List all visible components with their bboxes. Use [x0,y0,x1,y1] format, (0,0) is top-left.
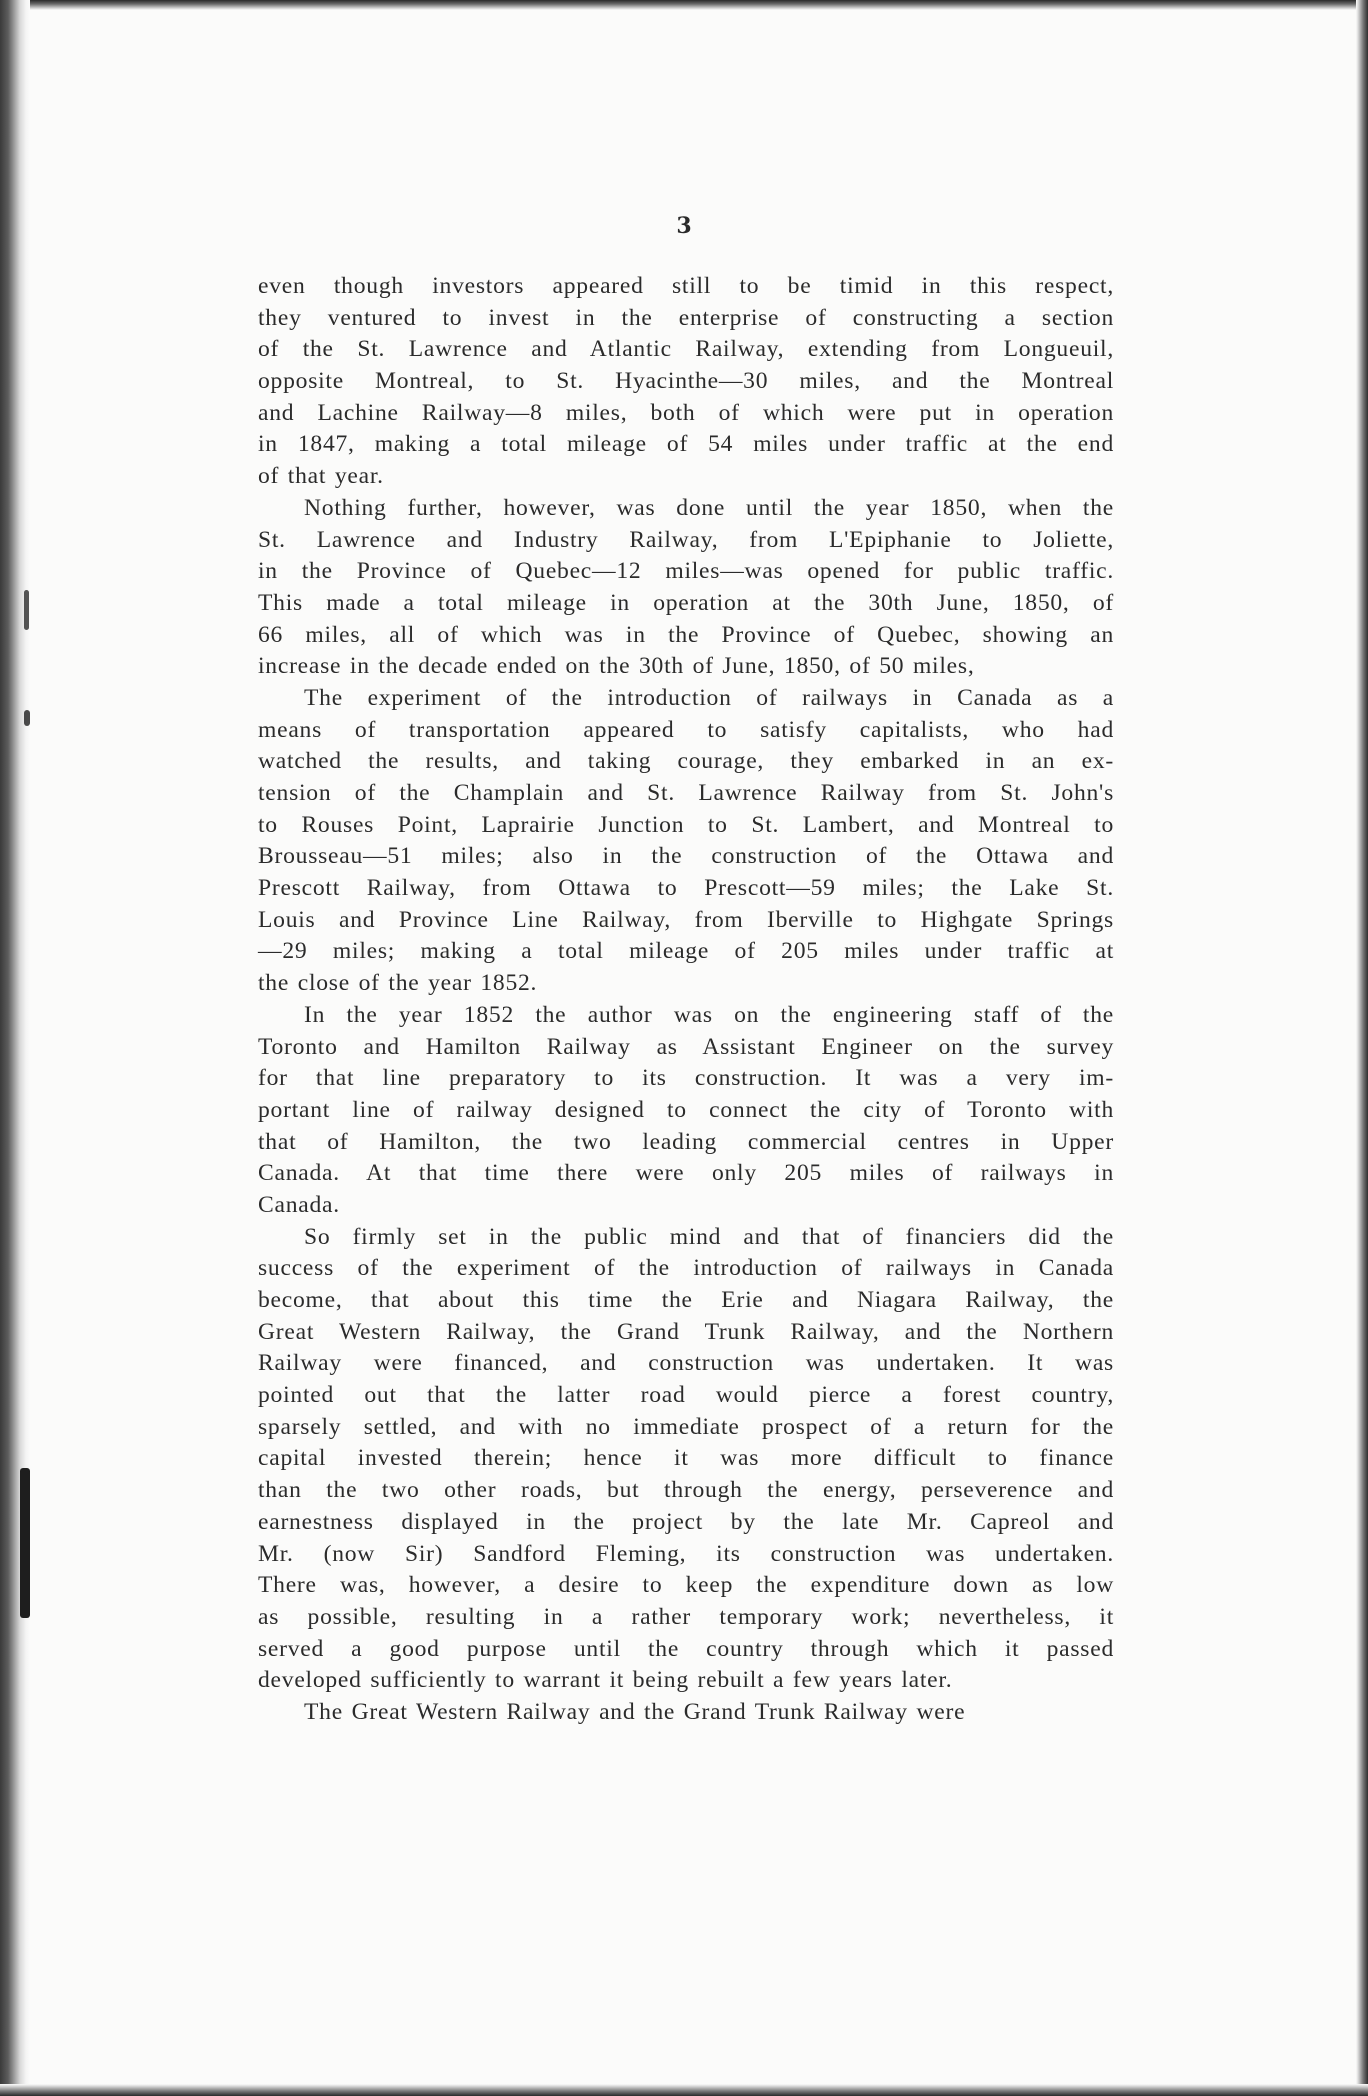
text-line: Brousseau—51 miles; also in the construction of the Ottawa and [258,843,1114,870]
text-line: as possible, resulting in a rather temporary work; nevertheless, it [258,1603,1114,1630]
text-line: So firmly set in the public mind and that of financiers did the [304,1223,1114,1250]
book-binding-edge [0,0,30,2096]
scan-border-right [1356,0,1368,2096]
text-line: In the year 1852 the author was on the engineering staff of the [304,1001,1114,1028]
text-line: Louis and Province Line Railway, from Iberville to Highgate Springs [258,906,1114,933]
binding-clip [20,1468,30,1618]
text-line: 66 miles, all of which was in the Province of Quebec, showing an [258,621,1114,648]
text-line: of the St. Lawrence and Atlantic Railway, extending from Longueuil, [258,336,1114,363]
text-line: means of transportation appeared to satisfy capitalists, who had [258,716,1114,743]
text-line: Prescott Railway, from Ottawa to Prescott—59 miles; the Lake St. [258,875,1114,902]
binding-mark [24,710,30,726]
paragraph [258,1222,1114,1697]
text-line: sparsely settled, and with no immediate prospect of a return for the [258,1413,1114,1440]
text-line: opposite Montreal, to St. Hyacinthe—30 miles, and the Montreal [258,368,1114,395]
text-line: Canada. [258,1191,340,1218]
text-line: earnestness displayed in the project by the late Mr. Capreol and [258,1508,1114,1535]
text-line: Mr. (now Sir) Sandford Fleming, its construction was undertaken. [258,1540,1114,1567]
text-line: capital invested therein; hence it was more difficult to finance [258,1445,1114,1472]
text-line: they ventured to invest in the enterprise of constructing a section [258,304,1114,331]
text-line: than the two other roads, but through the energy, perseverence and [258,1477,1114,1504]
text-line: Great Western Railway, the Grand Trunk Railway, and the Northern [258,1318,1114,1345]
body-text [258,271,1114,1729]
text-line: become, that about this time the Erie and Niagara Railway, the [258,1287,1114,1313]
text-line: The Great Western Railway and the Grand Trunk Railway were [304,1698,966,1725]
text-line: of that year. [258,463,384,490]
text-line: increase in the decade ended on the 30th of June, 1850, of 50 miles, [258,653,975,680]
text-line: —29 miles; making a total mileage of 205 miles under traffic at [258,938,1114,965]
page-number: 3 [676,213,692,239]
paragraph [258,271,1114,493]
text-line: in 1847, making a total mileage of 54 miles under traffic at the end [258,431,1114,458]
text-line: to Rouses Point, Laprairie Junction to St. Lambert, and Montreal to [258,811,1114,838]
text-line: The experiment of the introduction of railways in Canada as a [304,684,1114,711]
scan-border-top [0,0,1368,10]
text-line: pointed out that the latter road would pierce a forest country, [258,1382,1114,1409]
paragraph [258,683,1114,1000]
text-line: portant line of railway designed to connect the city of Toronto with [258,1096,1114,1123]
text-line: served a good purpose until the country through which it passed [258,1635,1114,1662]
text-line: Toronto and Hamilton Railway as Assistant Engineer on the survey [258,1033,1114,1060]
text-line: success of the experiment of the introduction of railways in Canada [258,1255,1114,1282]
text-line: Railway were financed, and construction was undertaken. It was [258,1350,1114,1377]
text-line: even though investors appeared still to be timid in this respect, [258,273,1114,299]
text-line: for that line preparatory to its construction. It was a very im- [258,1065,1114,1092]
text-line: There was, however, a desire to keep the expenditure down as low [258,1572,1114,1599]
text-line: developed sufficiently to warrant it being rebuilt a few years later. [258,1667,953,1694]
text-line: St. Lawrence and Industry Railway, from L'Epiphanie to Joliette, [258,526,1114,553]
paragraph [258,1000,1114,1222]
binding-mark [24,590,29,630]
text-line: the close of the year 1852. [258,970,538,997]
text-line: Canada. At that time there were only 205 miles of railways in [258,1160,1114,1187]
text-line: and Lachine Railway—8 miles, both of which were put in operation [258,399,1114,426]
paragraph [258,493,1114,683]
text-line: that of Hamilton, the two leading commercial centres in Upper [258,1128,1114,1155]
paragraph [258,1697,1114,1729]
text-line: This made a total mileage in operation at the 30th June, 1850, of [258,589,1114,616]
text-line: in the Province of Quebec—12 miles—was opened for public traffic. [258,558,1114,585]
text-line: tension of the Champlain and St. Lawrence Railway from St. John's [258,780,1114,806]
text-line: watched the results, and taking courage, they embarked in an ex- [258,748,1114,775]
scan-border-bottom [0,2084,1368,2096]
text-line: Nothing further, however, was done until the year 1850, when the [304,494,1114,521]
